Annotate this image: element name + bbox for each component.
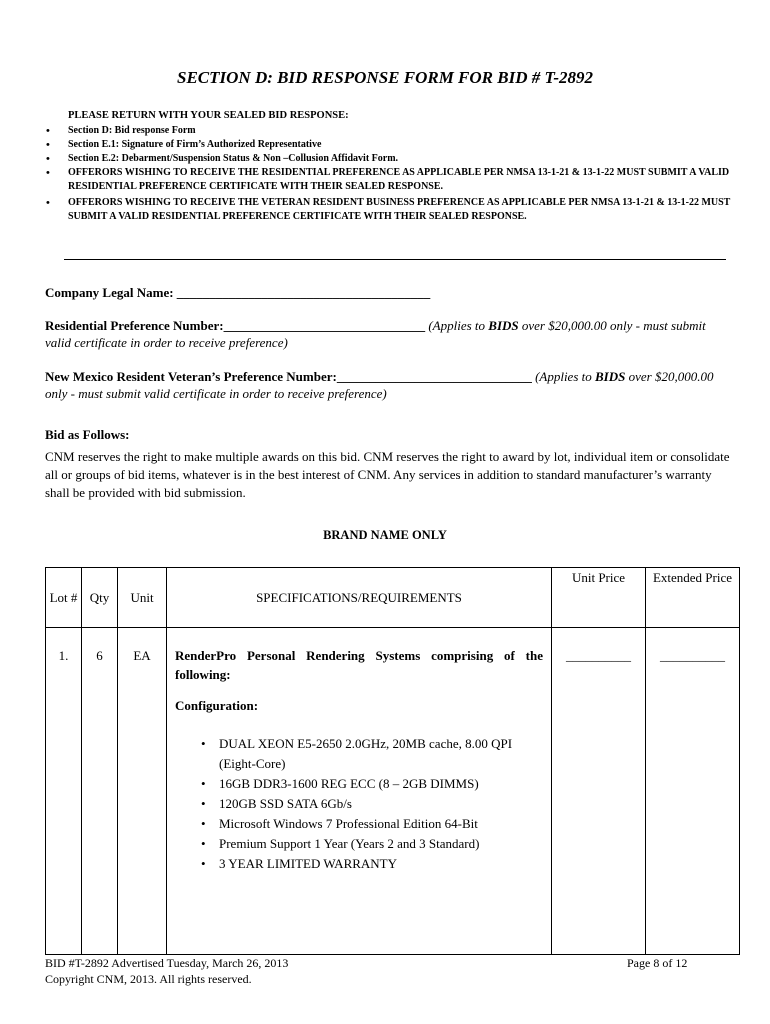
footer-left — [45, 955, 288, 987]
unit-price-field[interactable]: __________ — [552, 628, 646, 955]
cell-qty: 6 — [82, 628, 118, 955]
page-number: Page 8 of 12 — [627, 956, 688, 970]
instructions-list — [44, 124, 734, 224]
configuration-label: Configuration: — [175, 698, 259, 713]
divider — [64, 259, 726, 260]
table-header-row — [46, 568, 740, 628]
instruction-item: • Section E.2: Debarment/Suspension Status & Non –Collusion Affidavit Form. — [44, 152, 734, 166]
veteran-preference-field[interactable] — [45, 368, 725, 402]
config-item: • Premium Support 1 Year (Years 2 and 3 Standard) — [201, 834, 543, 854]
instructions-heading: PLEASE RETURN WITH YOUR SEALED BID RESPONSE: — [68, 110, 349, 121]
configuration-list — [175, 734, 543, 874]
residential-note: (Applies to BIDS over $20,000.00 only - must submit valid certificate in order to receive preference) — [45, 318, 706, 350]
residential-preference-field[interactable] — [45, 317, 725, 351]
instruction-item: • OFFERORS WISHING TO RECEIVE THE VETERAN RESIDENT BUSINESS PREFERENCE AS APPLICABLE PER NMSA 13-1-21 & 13-1-22 MUST SUBMIT A VALID RESIDENTIAL PREFERENCE CERTIFICATE WITH THEIR SEALED RESPONSE. — [44, 196, 734, 224]
veteran-preference-line[interactable]: ______________________________ — [336, 369, 532, 384]
spec-lead: RenderPro Personal Rendering Systems comprising of the following: — [175, 648, 543, 682]
veteran-preference-label: New Mexico Resident Veteran’s Preference Number: — [45, 369, 337, 384]
config-item: • DUAL XEON E5-2650 2.0GHz, 20MB cache, 8.00 QPI (Eight-Core) — [201, 734, 543, 774]
residential-preference-label: Residential Preference Number: — [45, 318, 224, 333]
bid-as-follows-text: CNM reserves the right to make multiple awards on this bid. CNM reserves the right to award by lot, individual item or consolidate all or groups of bid items, whatever is in the best interest of CNM. Any services in addition to standard manufacturer’s warranty shall be provided with bid submission. — [45, 449, 730, 500]
page-title: SECTION D: BID RESPONSE FORM FOR BID # T-2892 — [177, 68, 593, 87]
header-lot: Lot # — [46, 568, 82, 628]
bid-table — [45, 567, 740, 955]
footer-bid-line: BID #T-2892 Advertised Tuesday, March 26, 2013 — [45, 956, 289, 970]
brand-name-only-note: BRAND NAME ONLY — [323, 528, 447, 542]
company-name-label: Company Legal Name: — [45, 285, 177, 300]
cell-unit: EA — [118, 628, 167, 955]
header-qty: Qty — [82, 568, 118, 628]
company-name-field[interactable] — [45, 284, 430, 301]
header-extended-price: Extended Price — [646, 568, 740, 628]
residential-preference-line[interactable]: _______________________________ — [223, 318, 426, 333]
config-item: • 16GB DDR3-1600 REG ECC (8 – 2GB DIMMS) — [201, 774, 543, 794]
footer-copyright: Copyright CNM, 2013. All rights reserved. — [45, 972, 252, 986]
veteran-note: (Applies to BIDS over $20,000.00 only - must submit valid certificate in order to receive preference) — [45, 369, 714, 401]
config-item: • 120GB SSD SATA 6Gb/s — [201, 794, 543, 814]
config-item: • 3 YEAR LIMITED WARRANTY — [201, 854, 543, 874]
config-item: • Microsoft Windows 7 Professional Edition 64-Bit — [201, 814, 543, 834]
header-specifications: SPECIFICATIONS/REQUIREMENTS — [167, 568, 552, 628]
header-unit-price: Unit Price — [552, 568, 646, 628]
header-unit: Unit — [118, 568, 167, 628]
company-name-line[interactable]: _______________________________________ — [176, 285, 431, 300]
instruction-item: • Section E.1: Signature of Firm’s Authorized Representative — [44, 138, 734, 152]
table-row — [46, 628, 740, 955]
cell-lot: 1. — [46, 628, 82, 955]
cell-specifications — [167, 628, 552, 955]
instruction-item: • OFFERORS WISHING TO RECEIVE THE RESIDENTIAL PREFERENCE AS APPLICABLE PER NMSA 13-1-21 & 13-1-22 MUST SUBMIT A VALID RESIDENTIAL PREFERENCE CERTIFICATE WITH THEIR SEALED RESPONSE. — [44, 166, 734, 194]
extended-price-field[interactable]: __________ — [646, 628, 740, 955]
bid-as-follows-heading: Bid as Follows: — [45, 427, 130, 442]
instruction-item: • Section D: Bid response Form — [44, 124, 734, 138]
